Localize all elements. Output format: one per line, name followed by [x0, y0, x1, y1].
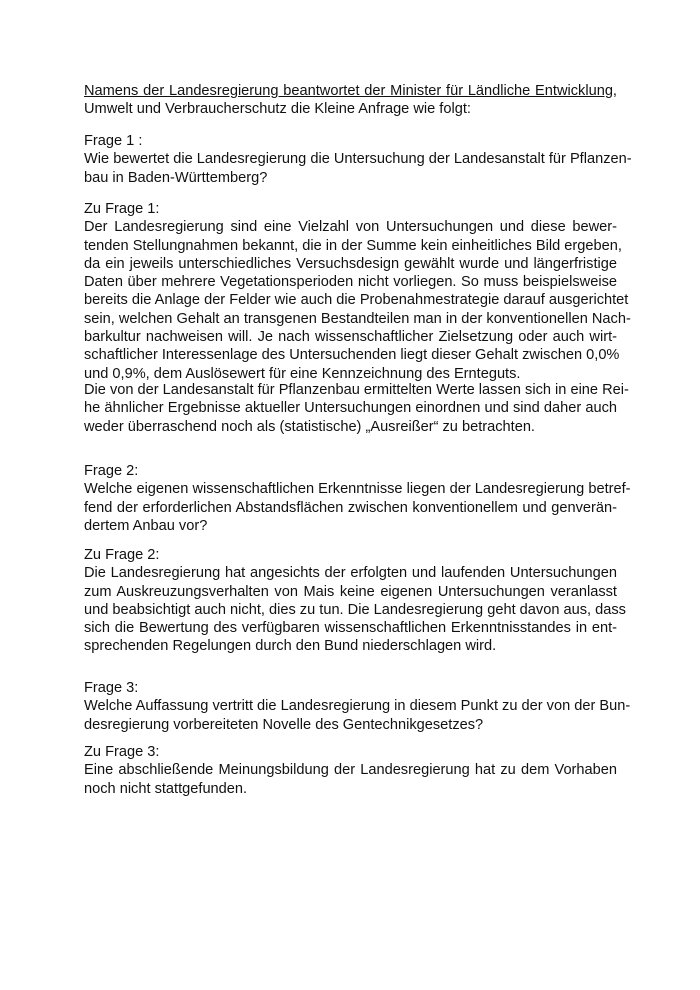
answer-2-line: sprechenden Regelungen durch den Bund niederschlagen wird. — [84, 638, 497, 655]
answer-2-line: sich die Bewertung des verfügbaren wissenschaftlichen Erkenntnisstandes in ent- — [84, 620, 617, 637]
answer-1-line: und 0,9%, dem Auslösewert für eine Kennzeichnung des Ernteguts. — [84, 365, 521, 382]
question-1-line: Wie bewertet die Landesregierung die Untersuchung der Landesanstalt für Pflanzen- — [84, 151, 632, 168]
question-2-heading: Frage 2: — [84, 463, 139, 479]
answer-2-line: Die Landesregierung hat angesichts der erfolgten und laufenden Untersuchungen — [84, 565, 617, 582]
question-2-line: Welche eigenen wissenschaftlichen Erkenntnisse liegen der Landesregierung betref- — [84, 481, 631, 498]
question-3-line: Welche Auffassung vertritt die Landesregierung in diesem Punkt zu der von der Bun- — [84, 698, 631, 715]
question-2 — [84, 462, 631, 535]
answer-3-line: noch nicht stattgefunden. — [84, 780, 248, 797]
intro-paragraph — [84, 82, 617, 119]
answer-1-line: Der Landesregierung sind eine Vielzahl von Untersuchungen und diese bewer- — [84, 219, 617, 236]
answer-1-heading: Zu Frage 1: — [84, 201, 160, 217]
answer-3 — [84, 743, 617, 798]
question-2-line: fend der erforderlichen Abstandsflächen zwischen konventionellem und genverän- — [84, 499, 617, 516]
question-3-heading: Frage 3: — [84, 680, 139, 696]
question-1 — [84, 132, 632, 187]
answer-3-heading: Zu Frage 3: — [84, 744, 160, 760]
intro-line: Namens der Landesregierung beantwortet der Minister für Ländliche Entwicklung, — [84, 83, 617, 99]
answer-1-paragraph-2 — [84, 381, 629, 436]
answer-1-line: Daten über mehrere Vegetationsperioden nicht vorliegen. So muss beispielsweise — [84, 274, 617, 291]
answer-1-line: bereits die Anlage der Felder wie auch die Probenahmestrategie darauf ausgerichtet — [84, 292, 629, 309]
answer-1b-line: weder überraschend noch als (statistische) „Ausreißer“ zu betrachten. — [84, 418, 535, 435]
answer-2-heading: Zu Frage 2: — [84, 547, 160, 563]
answer-2-line: und beabsichtigt auch nicht, dies zu tun. Die Landesregierung geht davon aus, dass — [84, 601, 626, 618]
question-3 — [84, 679, 631, 734]
question-1-heading: Frage 1 : — [84, 133, 143, 149]
question-3-line: desregierung vorbereiteten Novelle des Gentechnikgesetzes? — [84, 716, 484, 733]
intro-line: Umwelt und Verbraucherschutz die Kleine Anfrage wie folgt: — [84, 101, 471, 118]
answer-3-line: Eine abschließende Meinungsbildung der Landesregierung hat zu dem Vorhaben — [84, 762, 617, 779]
answer-1-line: schaftlicher Interessenlage des Untersuchenden liegt dieser Gehalt zwischen 0,0% — [84, 347, 620, 364]
question-2-line: dertem Anbau vor? — [84, 517, 208, 534]
answer-1 — [84, 200, 631, 383]
answer-1-line: sein, welchen Gehalt an transgenen Bestandteilen man in der konventionellen Nach- — [84, 310, 631, 327]
answer-1-line: da ein jeweils unterschiedliches Versuchsdesign gewählt wurde und längerfristige — [84, 255, 617, 272]
answer-1b-line: he ähnlicher Ergebnisse aktueller Untersuchungen einordnen und sind daher auch — [84, 400, 617, 417]
answer-1-line: tenden Stellungnahmen bekannt, die in der Summe kein einheitliches Bild ergeben, — [84, 237, 622, 254]
answer-1b-line: Die von der Landesanstalt für Pflanzenbau ermittelten Werte lassen sich in eine Rei- — [84, 382, 629, 398]
answer-1-line: barkultur nachweisen will. Je nach wissenschaftlicher Zielsetzung oder auch wirt- — [84, 329, 617, 346]
answer-2-line: zum Auskreuzungsverhalten von Mais keine eigenen Untersuchungen veranlasst — [84, 583, 617, 600]
answer-2 — [84, 546, 626, 656]
question-1-line: bau in Baden-Württemberg? — [84, 169, 268, 186]
